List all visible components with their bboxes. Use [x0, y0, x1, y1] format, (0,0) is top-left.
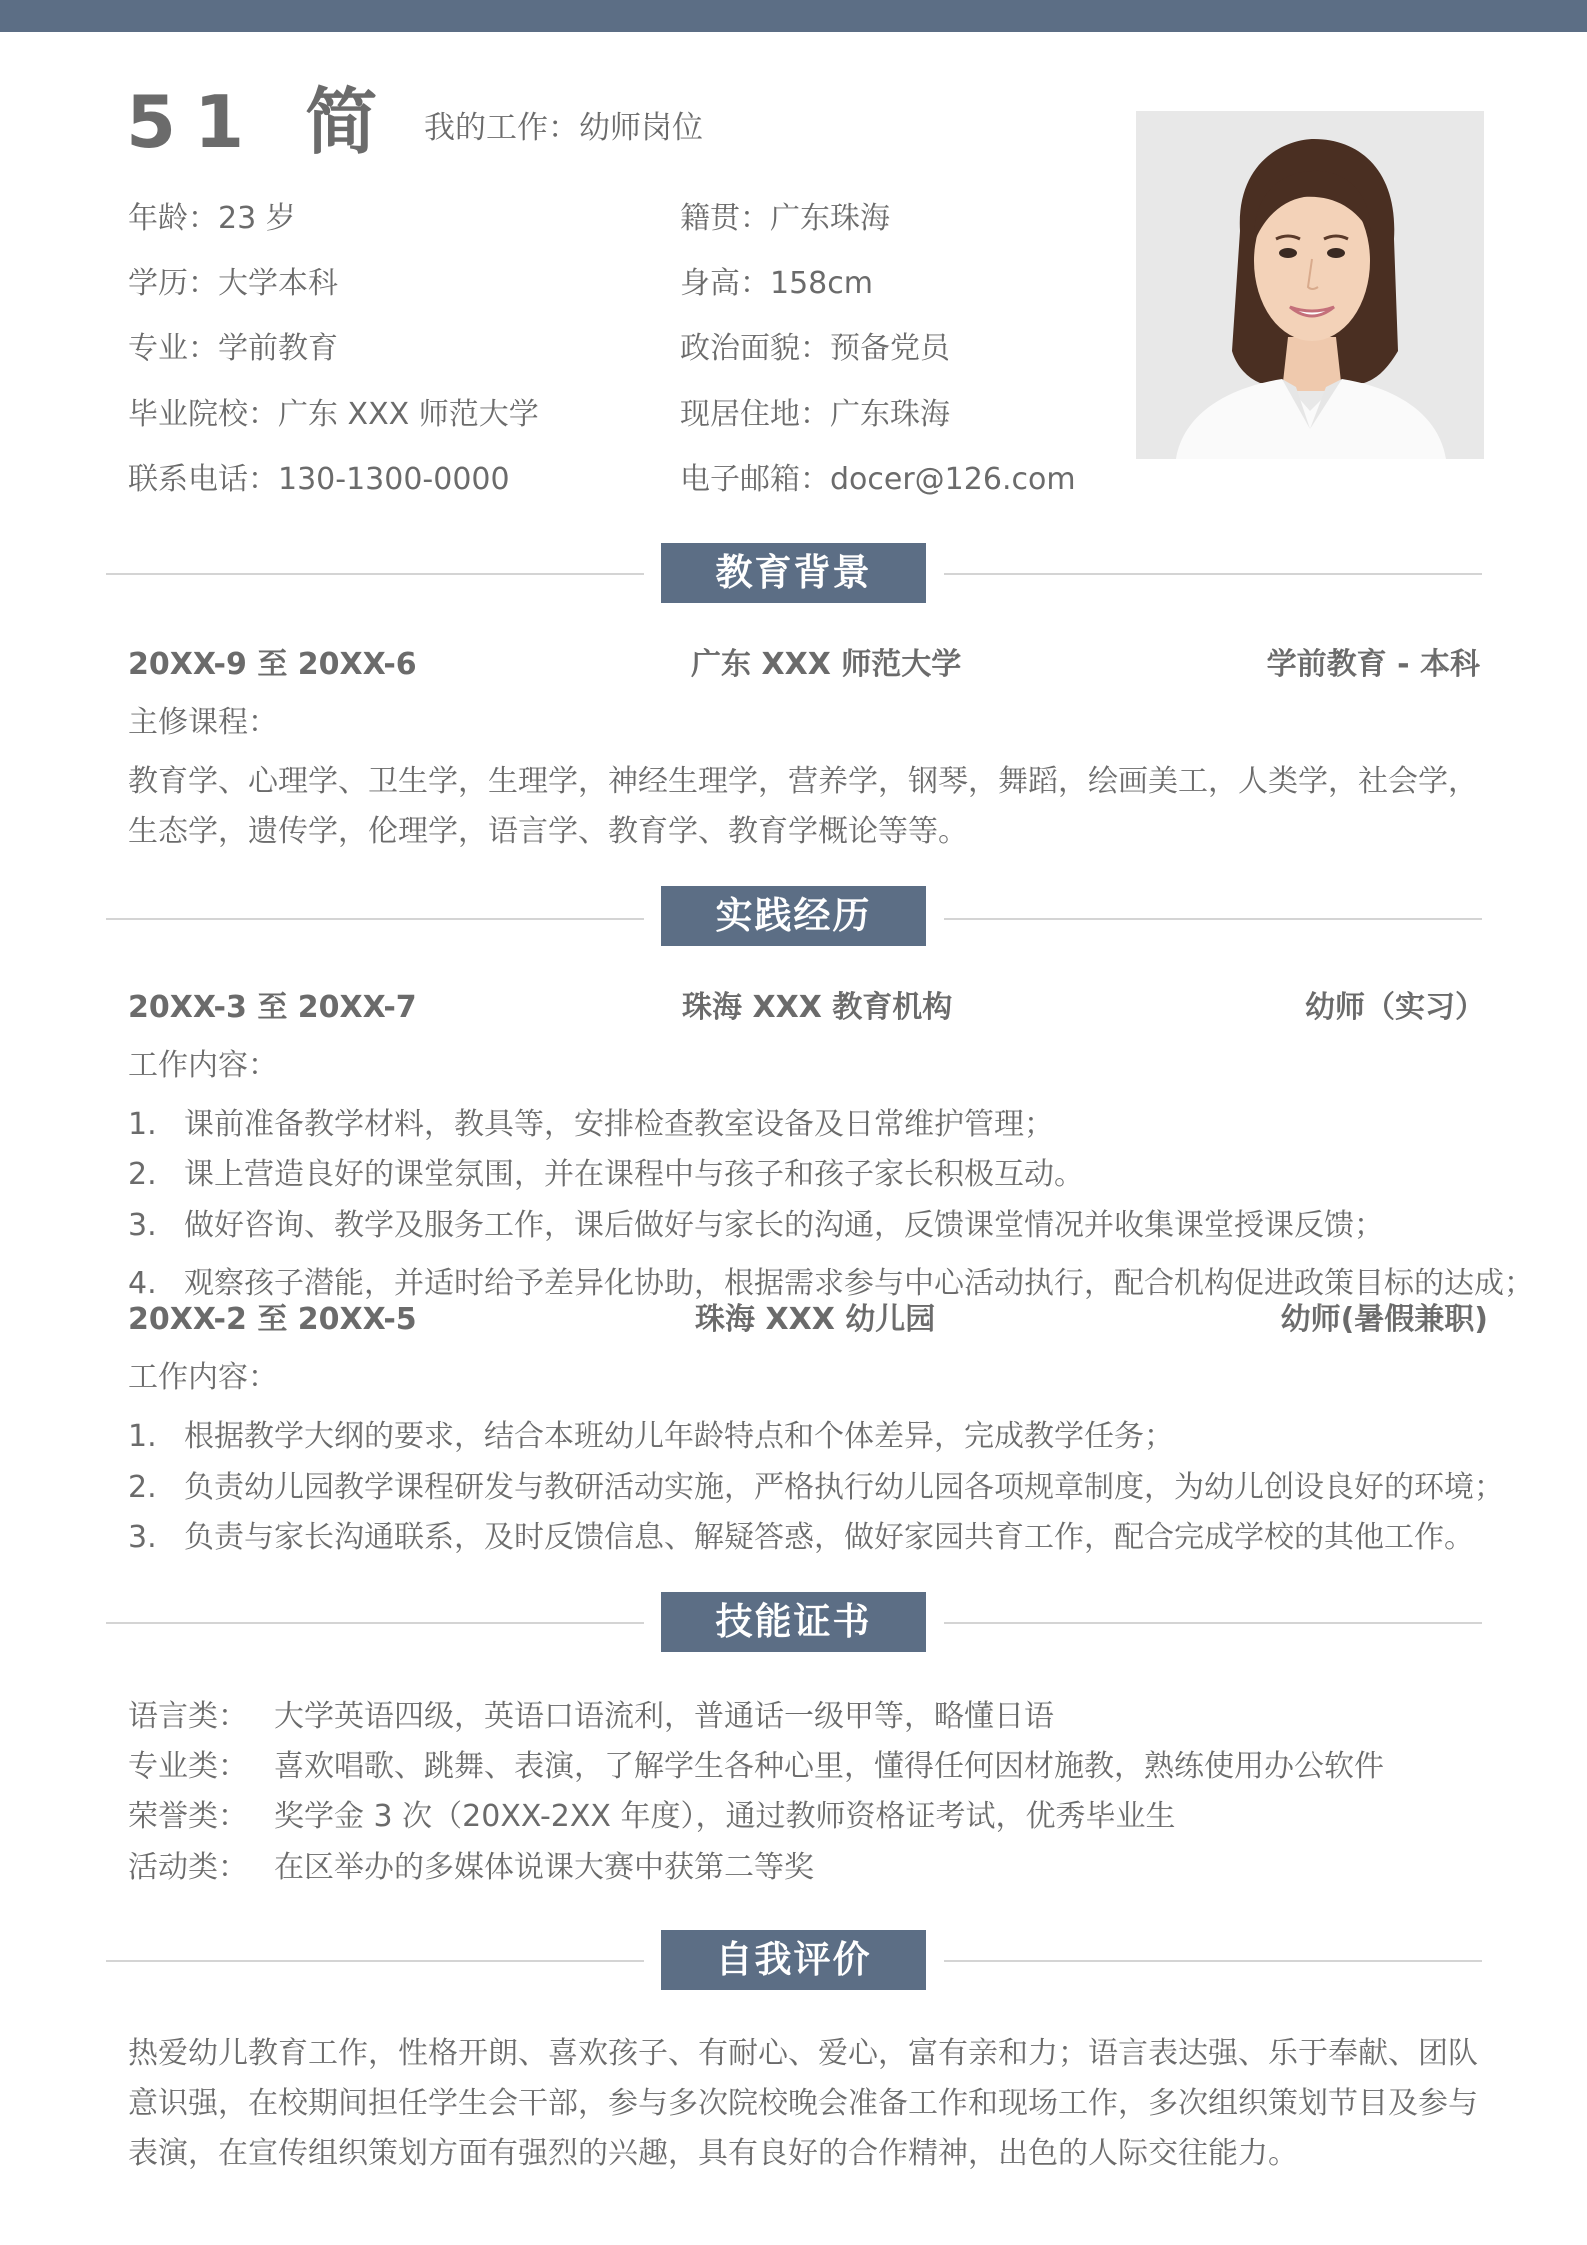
section-title-practice: 实践经历 — [661, 886, 926, 946]
list-item-number: 3. — [128, 1208, 157, 1243]
skill-text: 奖学金 3 次（20XX-2XX 年度），通过教师资格证考试，优秀毕业生 — [274, 1799, 1176, 1834]
divider-right — [944, 1960, 1482, 1962]
section-title-skills: 技能证书 — [661, 1592, 926, 1652]
section-title-self-eval: 自我评价 — [661, 1930, 926, 1990]
section-title-education: 教育背景 — [661, 543, 926, 603]
list-item-number: 1. — [128, 1107, 157, 1142]
info-politics: 政治面貌：预备党员 — [680, 331, 950, 366]
job2-org: 珠海 XXX 幼儿园 — [695, 1302, 936, 1337]
list-item: 课上营造良好的课堂氛围，并在课程中与孩子和孩子家长积极互动。 — [184, 1157, 1084, 1192]
list-item: 负责与家长沟通联系，及时反馈信息、解疑答惑，做好家园共育工作，配合完成学校的其他工作。 — [184, 1520, 1474, 1555]
courses-label: 主修课程： — [128, 705, 278, 740]
divider-left — [106, 1622, 644, 1624]
clipped-list-item — [0, 1262, 1587, 1301]
divider-left — [106, 1960, 644, 1962]
education-school: 广东 XXX 师范大学 — [691, 647, 962, 682]
divider-left — [106, 918, 644, 920]
info-school: 毕业院校：广东 XXX 师范大学 — [128, 397, 539, 432]
top-accent-bar — [0, 0, 1587, 32]
job1-org: 珠海 XXX 教育机构 — [682, 990, 953, 1025]
resume-title: 51 简 — [126, 80, 396, 164]
skill-label: 活动类： — [128, 1850, 248, 1885]
job2-date: 20XX-2 至 20XX-5 — [128, 1302, 417, 1337]
job1-role: 幼师（实习） — [1305, 990, 1485, 1025]
skill-label: 专业类： — [128, 1749, 248, 1784]
education-degree: 学前教育 - 本科 — [1266, 647, 1480, 682]
list-item: 负责幼儿园教学课程研发与教研活动实施，严格执行幼儿园各项规章制度，为幼儿创设良好的环境； — [184, 1470, 1504, 1505]
list-item-number: 4. — [128, 1266, 157, 1301]
info-age: 年龄：23 岁 — [128, 201, 296, 236]
divider-right — [944, 1622, 1482, 1624]
list-item-number: 2. — [128, 1157, 157, 1192]
skill-text: 在区举办的多媒体说课大赛中获第二等奖 — [274, 1850, 814, 1885]
list-item: 做好咨询、教学及服务工作，课后做好与家长的沟通，反馈课堂情况并收集课堂授课反馈； — [184, 1208, 1384, 1243]
info-education: 学历：大学本科 — [128, 266, 338, 301]
job1-label: 工作内容： — [128, 1048, 278, 1083]
info-major: 专业：学前教育 — [128, 331, 338, 366]
divider-left — [106, 573, 644, 575]
job-objective: 我的工作：幼师岗位 — [424, 110, 703, 146]
skill-label: 语言类： — [128, 1699, 248, 1734]
profile-photo — [1136, 111, 1484, 459]
list-item-number: 1. — [128, 1419, 157, 1454]
skill-text: 喜欢唱歌、跳舞、表演，了解学生各种心里，懂得任何因材施教，熟练使用办公软件 — [274, 1749, 1384, 1784]
job2-label: 工作内容： — [128, 1360, 278, 1395]
skill-text: 大学英语四级，英语口语流利，普通话一级甲等，略懂日语 — [274, 1699, 1054, 1734]
info-residence: 现居住地：广东珠海 — [680, 397, 950, 432]
list-item: 观察孩子潜能，并适时给予差异化协助，根据需求参与中心活动执行，配合机构促进政策目标的达成； — [184, 1266, 1534, 1301]
list-item: 课前准备教学材料，教具等，安排检查教室设备及日常维护管理； — [184, 1107, 1054, 1142]
list-item-number: 3. — [128, 1520, 157, 1555]
courses-text: 教育学、心理学、卫生学，生理学，神经生理学，营养学，钢琴，舞蹈，绘画美工，人类学，社会学，生态学，遗传学，伦理学，语言学、教育学、教育学概论等等。 — [128, 764, 1478, 849]
list-item-number: 2. — [128, 1470, 157, 1505]
divider-right — [944, 573, 1482, 575]
divider-right — [944, 918, 1482, 920]
self-eval-text: 热爱幼儿教育工作，性格开朗、喜欢孩子、有耐心、爱心，富有亲和力；语言表达强、乐于奉献、团队意识强，在校期间担任学生会干部，参与多次院校晚会准备工作和现场工作，多次组织策划节目及参与表演，在宣传组织策划方面有强烈的兴趣，具有良好的合作精神，出色的人际交往能力。 — [128, 2036, 1478, 2171]
info-hometown: 籍贯：广东珠海 — [680, 201, 890, 236]
info-phone: 联系电话：130-1300-0000 — [128, 462, 510, 497]
list-item: 根据教学大纲的要求，结合本班幼儿年龄特点和个体差异，完成教学任务； — [184, 1419, 1174, 1454]
skill-label: 荣誉类： — [128, 1799, 248, 1834]
job1-date: 20XX-3 至 20XX-7 — [128, 990, 417, 1025]
job2-role: 幼师(暑假兼职) — [1280, 1302, 1488, 1337]
education-date: 20XX-9 至 20XX-6 — [128, 647, 417, 682]
info-email: 电子邮箱：docer@126.com — [680, 462, 1076, 497]
info-height: 身高：158cm — [680, 266, 873, 301]
